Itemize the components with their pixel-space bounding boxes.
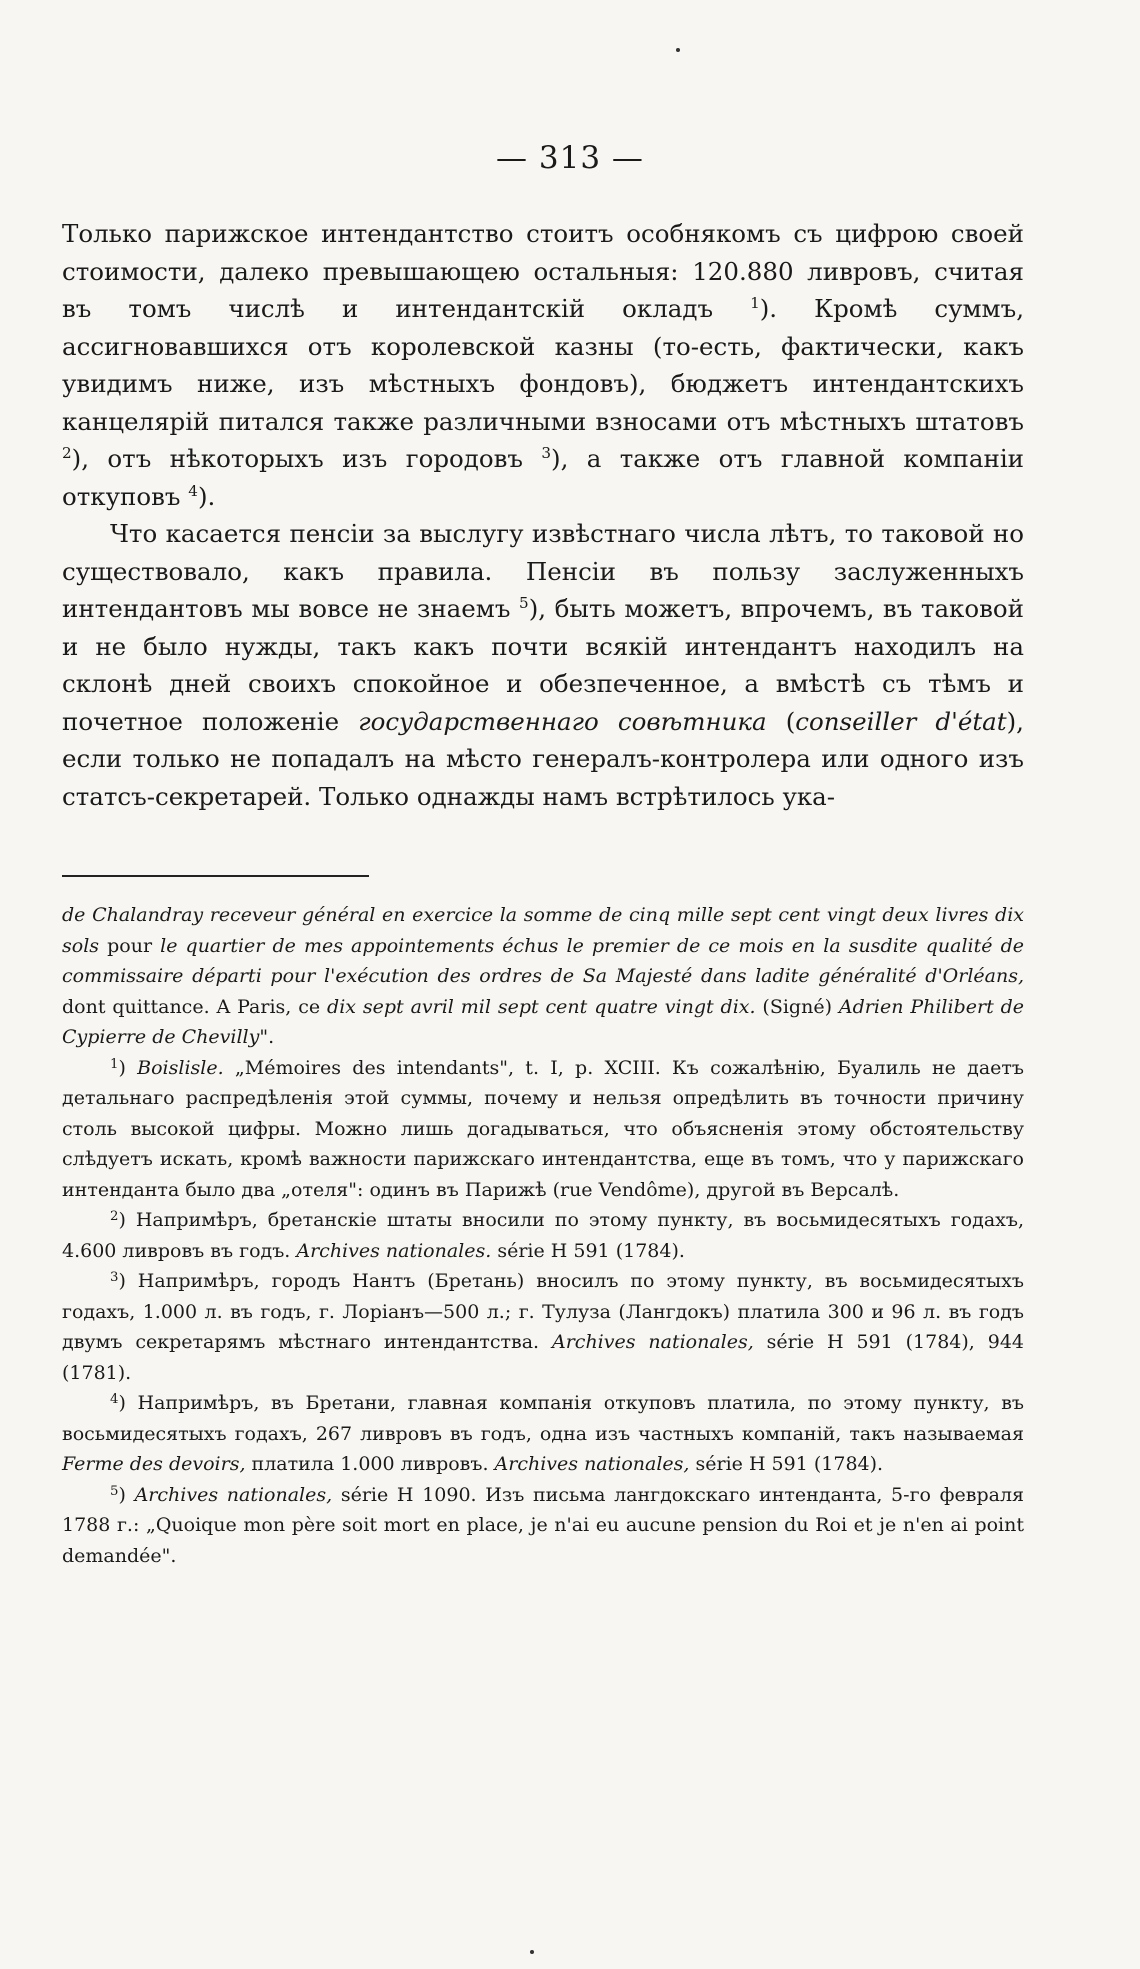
footnotes [62,900,1024,1571]
footnote-mark-5: 5 [110,1483,119,1499]
footnote-2: $^2$) Напримѣръ, бретанскіе штаты вносили по этому пункту, въ восьмидесятыхъ годахъ, 4.600 ливровъ въ годъ. Archives nationales. série H 591 (1784). [62,1209,1024,1262]
footnote-4: $^4$) Напримѣръ, въ Бретани, главная компанія откуповъ платила, по этому пункту, въ восьмидесятыхъ годахъ, 267 ливровъ въ годъ, одна изъ частныхъ компаній, такъ называемая Ferme des devoirs, платила 1.000 ливровъ. Archives nationales, série H 591 (1784). [62,1392,1024,1475]
footnote-mark-2: 2 [110,1209,119,1225]
footnote-3: $^3$) Напримѣръ, городъ Нантъ (Бретань) вносилъ по этому пункту, въ восьмидесятыхъ годахъ, 1.000 л. въ годъ, г. Лоріанъ—500 л.; г. Тулуза (Лангдокъ) платила 300 и 96 л. въ годъ двумъ секретарямъ мѣстнаго интендантства. Archives nationales, série H 591 (1784), 944 (1781). [62,1270,1024,1384]
print-speck [530,1950,534,1954]
footnote-1: $^1$) Boislisle. „Mémoires des intendants", t. I, p. XCIII. Къ сожалѣнію, Буалиль не даетъ детальнаго распредѣленія этой суммы, почему и нельзя опредѣлить въ точности причину столь высокой цифры. Можно лишь догадываться, что объясненія этому обстоятельству слѣдуетъ искать, кромѣ важности парижскаго интендантства, еще въ томъ, что у парижскаго интенданта было два „отеля": одинъ въ Парижѣ (rue Vendôme), другой въ Версалѣ. [62,1056,1024,1201]
footnote-ref-4: 4 [188,481,198,500]
footnote-ref-3: 3 [541,443,552,462]
main-text [62,215,1024,815]
footnote-ref-2: 2 [62,443,72,462]
footnote-continuation: de Chalandray receveur général en exercice la somme de cinq mille sept cent vingt deux livres dix sols pour le quartier de mes appointements échus le premier de ce mois en la susdite qualité de commissaire départi pour l'exécution des ordres de Sa Majesté dans ladite généralité d'Orléans, dont quittance. A Paris, ce dix sept avril mil sept cent quatre vingt dix. (Signé) Adrien Philibert de Cypierre de Chevilly". [62,904,1025,1048]
footnote-ref-1: 1 [750,293,760,312]
footnote-separator [62,875,369,877]
page-number: — 313 — [496,140,644,176]
footnote-5: $^5$) Archives nationales, série H 1090. Изъ письма лангдокскаго интенданта, 5-го февраля 1788 г.: „Quoique mon père soit mort en place, je n'ai eu aucune pension du Roi et je n'en ai point demandée". [62,1483,1025,1567]
footnote-ref-5: 5 [519,593,529,612]
footnote-mark-1: 1 [110,1056,119,1072]
print-speck [676,48,680,52]
paragraph-2: Что касается пенсіи за выслугу извѣстнаго числа лѣтъ, то таковой но существовало, какъ правила. Пенсіи въ пользу заслуженныхъ интендантовъ мы вовсе не знаемъ $^5$), быть можетъ, впрочемъ, въ таковой и не было нужды, такъ какъ почти всякій интендантъ находилъ на склонѣ дней своихъ спокойное и обезпеченное, а вмѣстѣ съ тѣмъ и почетное положеніе государственнаго совѣтника (conseiller d'état), если только не попадалъ на мѣсто генералъ-контролера или одного изъ статсъ-секретарей. Только однажды намъ встрѣтилось ука- [62,519,1024,811]
paragraph-1: Только парижское интендантство стоитъ особнякомъ съ цифрою своей стоимости, далеко превышающею остальныя: 120.880 ливровъ, считая въ томъ числѣ и интендантскій окладъ $^1$). Кромѣ суммъ, ассигновавшихся отъ королевской казны (то-есть, фактически, какъ увидимъ ниже, изъ мѣстныхъ фондовъ), бюджетъ интендантскихъ канцелярій питался также различными взносами отъ мѣстныхъ штатовъ $^2$), отъ нѣкоторыхъ изъ городовъ $^3$), а также отъ главной компаніи откуповъ $^4$). [62,219,1024,511]
footnote-mark-3: 3 [110,1270,119,1286]
footnote-mark-4: 4 [110,1392,119,1408]
